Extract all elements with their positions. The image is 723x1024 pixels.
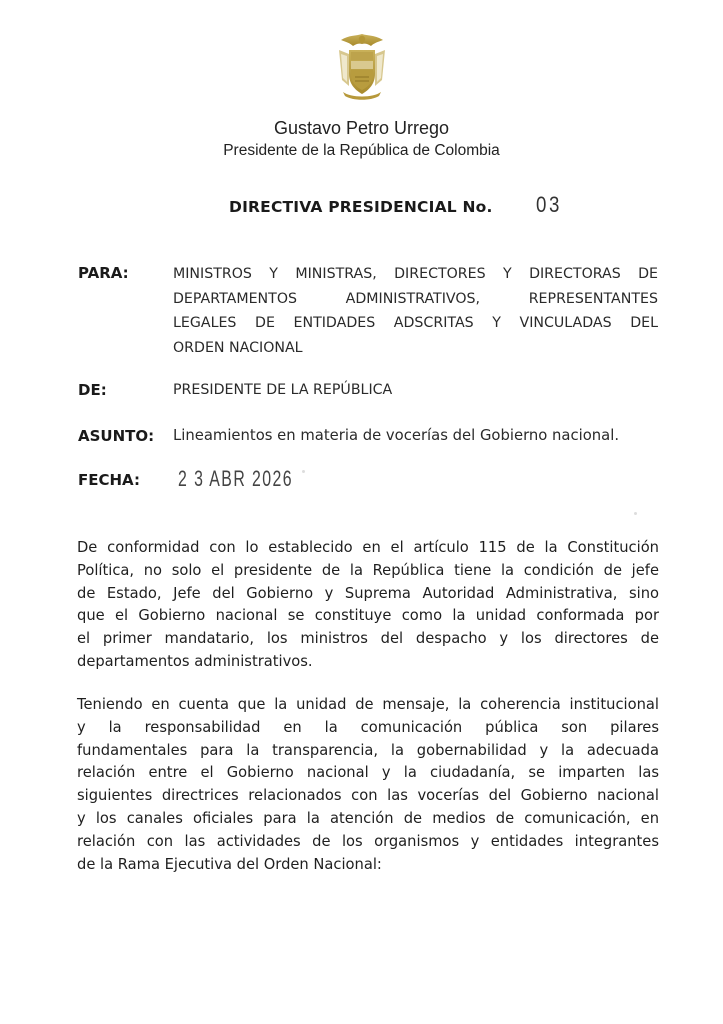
paragraph-line: que el Gobierno nacional se constituye como la unidad conformada por <box>77 607 659 625</box>
paragraph-line: el primer mandatario, los ministros del despacho y los directores de <box>77 630 659 648</box>
paragraph-line: fundamentales para la transparencia, la gobernabilidad y la adecuada <box>77 741 659 759</box>
paragraph-line: relación con las actividades de los organismos y entidades integrantes <box>77 832 659 850</box>
to-label: PARA: <box>78 264 129 282</box>
paragraph-line: y los canales oficiales para la atención de medios de comunicación, en <box>77 809 659 827</box>
paragraph-line: Política, no solo el presidente de la República tiene la condición de jefe <box>77 561 659 579</box>
paragraph-line: relación entre el Gobierno nacional y la ciudadanía, se imparten las <box>77 764 659 782</box>
paragraph-line: Teniendo en cuenta que la unidad de mensaje, la coherencia institucional <box>77 696 659 713</box>
to-line: MINISTROS Y MINISTRAS, DIRECTORES Y DIRECTORAS DE <box>173 266 658 282</box>
subject-label: ASUNTO: <box>78 427 155 445</box>
paragraph-line: departamentos administrativos. <box>77 652 313 670</box>
colombia-coat-of-arms-icon <box>329 30 395 102</box>
to-line: LEGALES DE ENTIDADES ADSCRITAS Y VINCULADAS DEL <box>173 315 658 331</box>
paragraph-line: y la responsabilidad en la comunicación pública son pilares <box>77 718 659 736</box>
scan-speck <box>302 470 305 473</box>
to-line: DEPARTAMENTOS ADMINISTRATIVOS, REPRESENTANTES <box>173 290 658 307</box>
directive-label: DIRECTIVA PRESIDENCIAL No. <box>229 198 493 216</box>
from-value: PRESIDENTE DE LA REPÚBLICA <box>173 382 393 398</box>
date-label: FECHA: <box>78 471 140 489</box>
president-name: Gustavo Petro Urrego <box>273 118 450 138</box>
body-paragraph-1 <box>77 537 659 674</box>
to-value <box>173 262 658 360</box>
scan-speck <box>634 512 637 515</box>
paragraph-line: de Estado, Jefe del Gobierno y Suprema Autoridad Administrativa, sino <box>77 584 659 602</box>
directive-number: 03 <box>536 192 562 217</box>
to-line: ORDEN NACIONAL <box>173 339 303 356</box>
paragraph-line: de la Rama Ejecutiva del Orden Nacional: <box>77 855 382 873</box>
body-paragraph-2 <box>77 694 659 876</box>
president-title: Presidente de la República de Colombia <box>223 142 500 159</box>
paragraph-line: siguientes directrices relacionados con las vocerías del Gobierno nacional <box>77 787 659 805</box>
subject-value: Lineamientos en materia de vocerías del Gobierno nacional. <box>173 427 620 444</box>
date-stamp: 2 3 ABR 2026 <box>178 466 294 491</box>
paragraph-line: De conformidad con lo establecido en el artículo 115 de la Constitución <box>77 539 659 556</box>
from-label: DE: <box>78 381 107 399</box>
